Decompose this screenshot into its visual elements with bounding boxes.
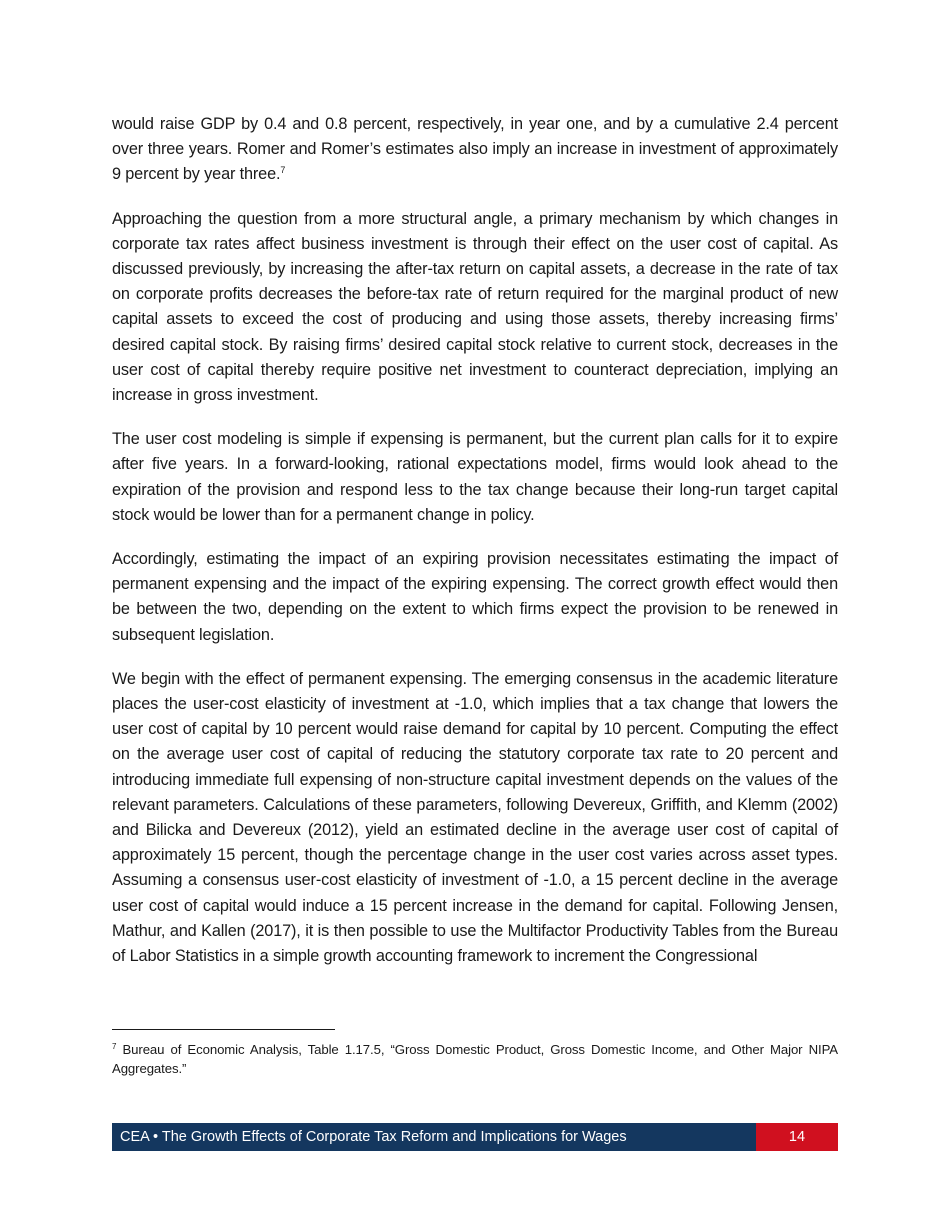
footer-bar	[112, 1123, 756, 1151]
footnote-reference[interactable]: 7	[280, 165, 286, 176]
footnote-text: Bureau of Economic Analysis, Table 1.17.5, “Gross Domestic Product, Gross Domestic Income, and Other Major NIPA Aggregates.”	[112, 1042, 838, 1076]
body-paragraph-5: We begin with the effect of permanent expensing. The emerging consensus in the academic literature places the user-cost elasticity of investment at -1.0, which implies that a tax change that lowers the user cost of capital by 10 percent would raise demand for capital by 10 percent. Computing the effect on the average user cost of capital of reducing the statutory corporate tax rate to 20 percent and introducing immediate full expensing of non-structure capital investment depends on the values of the relevant parameters. Calculations of these parameters, following Devereux, Griffith, and Klemm (2002) and Bilicka and Devereux (2012), yield an estimated decline in the average user cost of capital of approximately 15 percent, though the percentage change in the user cost varies across asset types. Assuming a consensus user-cost elasticity of investment of -1.0, a 15 percent decline in the average user cost of capital would induce a 15 percent increase in the demand for capital. Following Jensen, Mathur, and Kallen (2017), it is then possible to use the Multifactor Productivity Tables from the Bureau of Labor Statistics in a simple growth accounting framework to increment the Congressional	[112, 669, 838, 966]
body-paragraph-4: Accordingly, estimating the impact of an expiring provision necessitates estimating the impact of permanent expensing and the impact of the expiring expensing. The correct growth effect would then be between the two, depending on the extent to which firms expect the provision to be renewed in subsequent legislation.	[112, 550, 838, 644]
page-number-badge	[756, 1123, 838, 1151]
footnote-divider	[112, 1029, 335, 1030]
page-number: 14	[788, 1129, 806, 1145]
paragraph-text: would raise GDP by 0.4 and 0.8 percent, respectively, in year one, and by a cumulative 2.4 percent over three years. Romer and Romer’s estimates also imply an increase in investment of approximately 9 percent by year three.	[112, 115, 838, 184]
footnote-number: 7	[112, 1042, 117, 1051]
footnote	[112, 1040, 838, 1078]
body-paragraph-1	[112, 112, 838, 188]
footer-title: CEA • The Growth Effects of Corporate Tax Reform and Implications for Wages	[120, 1129, 627, 1145]
body-paragraph-3: The user cost modeling is simple if expensing is permanent, but the current plan calls for it to expire after five years. In a forward-looking, rational expectations model, firms would look ahead to the expiration of the provision and respond less to the tax change because their long-run target capital stock would be lower than for a permanent change in policy.	[112, 430, 838, 524]
main-content	[112, 112, 838, 988]
body-paragraph-2: Approaching the question from a more structural angle, a primary mechanism by which changes in corporate tax rates affect business investment is through their effect on the user cost of capital. As discussed previously, by increasing the after-tax return on capital assets, a decrease in the rate of tax on corporate profits decreases the before-tax rate of return required for the marginal product of new capital assets to exceed the cost of producing and using those assets, thereby increasing firms’ desired capital stock. By raising firms’ desired capital stock relative to current stock, decreases in the user cost of capital thereby require positive net investment to counteract depreciation, implying an increase in gross investment.	[112, 209, 838, 405]
